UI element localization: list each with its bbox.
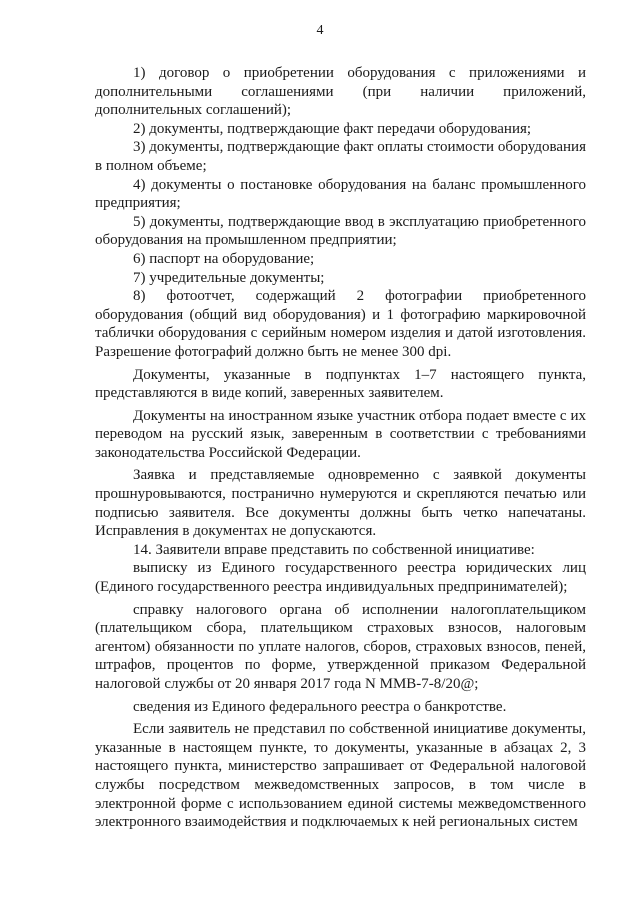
paragraph-item-5: 5) документы, подтверждающие ввод в эксплуатацию приобретенного оборудования на промышленном предприятии; [95, 213, 586, 249]
paragraph-bankruptcy-registry: сведения из Единого федерального реестра о банкротстве. [133, 698, 507, 715]
paragraph-item-6: 6) паспорт на оборудование; [133, 250, 315, 267]
paragraph-copies-note: Документы, указанные в подпунктах 1–7 настоящего пункта, представляются в виде копий, заверенных заявителем. [95, 366, 586, 402]
paragraph-item-2: 2) документы, подтверждающие факт передачи оборудования; [133, 120, 532, 137]
paragraph-item-7: 7) учредительные документы; [133, 269, 325, 286]
paragraph-interagency-requests: Если заявитель не представил по собственной инициативе документы, указанные в настоящем пункте, то документы, указанные в абзацах 2, 3 настоящего пункта, министерство запрашивает от Федеральной налоговой службы посредством межведомственных запросов, в том числе в электронной форме с использованием единой системы межведомственного электронного взаимодействия и подключаемых к ней региональных систем [95, 721, 586, 831]
paragraph-item-3: 3) документы, подтверждающие факт оплаты стоимости оборудования в полном объеме; [95, 139, 586, 174]
paragraph-egrul-extract: выписку из Единого государственного реестра юридических лиц (Единого государственного реестра индивидуальных предпринимателей); [95, 560, 586, 596]
paragraph-foreign-language: Документы на иностранном языке участник отбора подает вместе с их переводом на русский язык, заверенным в соответствии с требованиями законодательства Российской Федерации. [95, 407, 586, 461]
section-14-heading: 14. Заявители вправе представить по собственной инициативе: [133, 541, 535, 558]
page-number: 4 [316, 23, 324, 38]
document-body [95, 64, 586, 832]
paragraph-item-1: 1) договор о приобретении оборудования с приложениями и дополнительными соглашениями (при наличии приложений, дополнительных соглашений); [95, 65, 586, 119]
paragraph-item-4: 4) документы о постановке оборудования на баланс промышленного предприятия; [95, 176, 586, 212]
paragraph-item-8: 8) фотоотчет, содержащий 2 фотографии приобретенного оборудования (общий вид оборудования) и 1 фотографию маркировочной таблички оборудования с серийным номером изделия и датой изготовления. Разрешение фотографий должно быть не менее 300 dpi. [95, 288, 586, 360]
paragraph-tax-certificate: справку налогового органа об исполнении налогоплательщиком (плательщиком сбора, плательщиком страховых взносов, налоговым агентом) обязанности по уплате налогов, сборов, страховых взносов, пеней, штрафов, процентов по форме, утвержденной приказом Федеральной налоговой службы от 20 января 2017 года N ММВ-7-8/20@; [95, 601, 586, 692]
paragraph-binding-rules: Заявка и представляемые одновременно с заявкой документы прошнуровываются, постранично нумеруются и скрепляются печатью или подписью заявителя. Все документы должны быть четко напечатаны. Исправления в документах не допускаются. [95, 467, 586, 540]
